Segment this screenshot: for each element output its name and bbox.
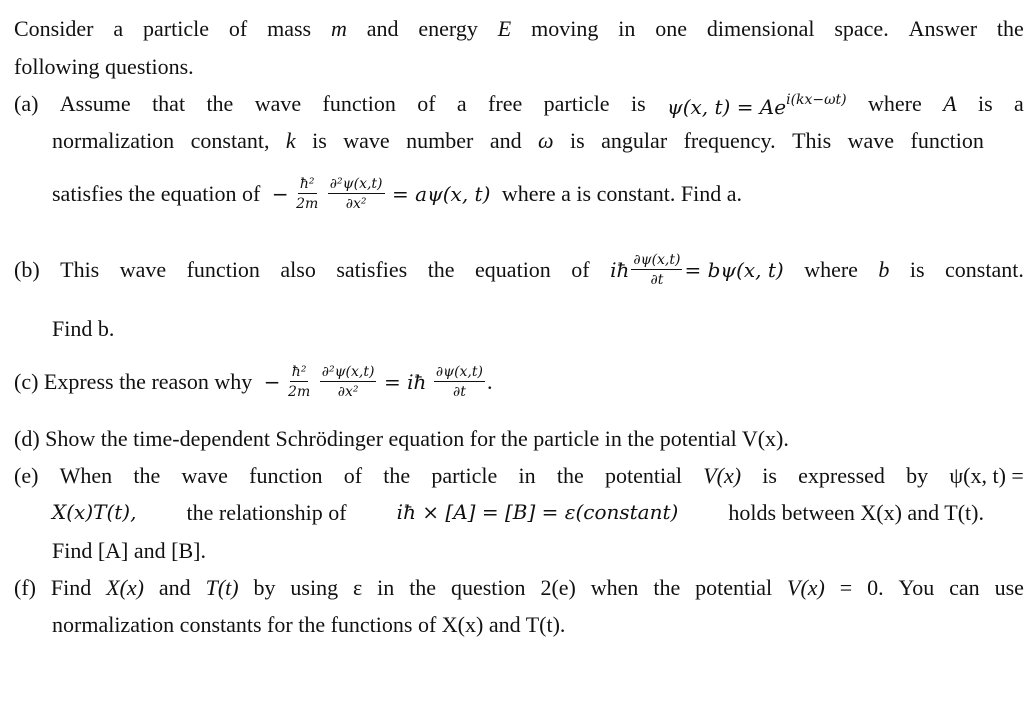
word: constant. bbox=[945, 257, 1024, 283]
fraction-numerator: ∂ψ(x,t) bbox=[434, 364, 485, 382]
word: is bbox=[977, 91, 993, 116]
question-a-rhs: = aψ(x, t) bbox=[392, 182, 491, 207]
word: 2(e) bbox=[540, 575, 576, 600]
word: normalization bbox=[52, 128, 175, 153]
word: is bbox=[630, 91, 646, 116]
word: You bbox=[898, 575, 935, 600]
word: frequency. bbox=[683, 128, 776, 153]
word: one bbox=[655, 16, 688, 41]
fraction-hbar-2m bbox=[296, 176, 318, 212]
word: by bbox=[253, 575, 276, 600]
word: space. bbox=[834, 16, 889, 41]
question-e-line-2 bbox=[52, 502, 984, 524]
word: and bbox=[158, 575, 191, 600]
word: can bbox=[949, 575, 980, 600]
word: using bbox=[290, 575, 339, 600]
word: k bbox=[285, 128, 296, 153]
period: . bbox=[486, 369, 493, 395]
question-c-line-1 bbox=[14, 364, 492, 400]
word: (a) bbox=[14, 91, 39, 116]
fraction-numerator: ∂²ψ(x,t) bbox=[320, 364, 377, 382]
word: a bbox=[113, 16, 124, 41]
word: function bbox=[186, 257, 260, 283]
word: expressed bbox=[798, 463, 885, 488]
word: ψ(x, t) = bbox=[949, 463, 1024, 488]
question-f-line-1 bbox=[14, 577, 1024, 599]
wavefunction-expression: ψ(x, t) = Ae bbox=[667, 95, 787, 119]
word: a bbox=[456, 91, 467, 116]
question-a-line-3 bbox=[52, 176, 742, 212]
word: use bbox=[994, 575, 1024, 600]
equals-i-hbar: = iħ bbox=[383, 370, 427, 395]
word: (b) bbox=[14, 257, 40, 283]
word: V(x) bbox=[787, 575, 825, 600]
word: also bbox=[280, 257, 316, 283]
word: function bbox=[910, 128, 984, 153]
word: wave bbox=[847, 128, 895, 153]
minus-sign: − bbox=[263, 370, 281, 395]
word: constant, bbox=[190, 128, 270, 153]
word: of bbox=[571, 257, 590, 283]
word: of bbox=[228, 16, 248, 41]
fraction-denominator: ∂x² bbox=[337, 384, 359, 401]
word: the bbox=[996, 16, 1024, 41]
word: (f) bbox=[14, 575, 36, 600]
word: that bbox=[152, 91, 186, 116]
question-b-line-2: Find b. bbox=[52, 316, 115, 341]
word: the bbox=[409, 575, 437, 600]
fraction-time-derivative bbox=[434, 364, 485, 400]
word: in bbox=[377, 575, 395, 600]
word: wave bbox=[119, 257, 167, 283]
separable-product: X(x)T(t), bbox=[52, 500, 137, 524]
fraction-numerator: ∂ψ(x,t) bbox=[631, 252, 682, 270]
question-c-prefix: (c) Express the reason why bbox=[14, 369, 253, 395]
word: b bbox=[878, 257, 890, 283]
i-hbar: iħ bbox=[610, 258, 630, 283]
word: m bbox=[330, 16, 347, 41]
fraction-numerator: ħ² bbox=[290, 364, 309, 382]
word: E bbox=[497, 16, 512, 41]
word: in bbox=[518, 463, 536, 488]
question-b-rhs: = bψ(x, t) bbox=[684, 258, 784, 283]
word: moving bbox=[531, 16, 599, 41]
word: the bbox=[653, 575, 681, 600]
word: function bbox=[322, 91, 396, 116]
question-f-line-2: normalization constants for the functions of X(x) and T(t). bbox=[52, 612, 566, 637]
word: number bbox=[406, 128, 474, 153]
word: and bbox=[366, 16, 399, 41]
word: mass bbox=[267, 16, 312, 41]
fraction-denominator: 2m bbox=[288, 384, 311, 401]
relationship-equation: iħ × [A] = [B] = ε(constant) bbox=[396, 500, 679, 524]
word: of bbox=[417, 91, 436, 116]
word: energy bbox=[418, 16, 478, 41]
word: equation bbox=[475, 257, 551, 283]
word: is bbox=[909, 257, 925, 283]
fraction-time-derivative bbox=[631, 252, 682, 288]
word: by bbox=[906, 463, 929, 488]
word: the bbox=[556, 463, 584, 488]
word: satisfies bbox=[336, 257, 408, 283]
word: is bbox=[312, 128, 327, 153]
fraction-denominator: ∂x² bbox=[345, 196, 367, 213]
word: wave bbox=[181, 463, 228, 488]
fraction-hbar-2m bbox=[288, 364, 310, 400]
fraction-denominator: 2m bbox=[296, 196, 319, 213]
question-e-text-1: the relationship of bbox=[186, 500, 347, 525]
word: potential bbox=[695, 575, 773, 600]
intro-line-1 bbox=[14, 18, 1024, 40]
question-a-line-2 bbox=[52, 130, 984, 152]
word: the bbox=[206, 91, 234, 116]
word: function bbox=[249, 463, 323, 488]
word: the bbox=[427, 257, 455, 283]
fraction-second-derivative bbox=[328, 176, 385, 212]
word: potential bbox=[604, 463, 682, 488]
word: of bbox=[343, 463, 363, 488]
word: particle bbox=[431, 463, 498, 488]
word: particle bbox=[143, 16, 209, 41]
question-e-text-2: holds between X(x) and T(t). bbox=[728, 500, 984, 525]
word: wave bbox=[343, 128, 390, 153]
fraction-denominator: ∂t bbox=[452, 384, 466, 401]
question-a-line-1 bbox=[14, 93, 1024, 118]
word: where bbox=[868, 91, 922, 116]
word: and bbox=[489, 128, 522, 153]
word: ω bbox=[538, 128, 554, 153]
word: X(x) bbox=[106, 575, 145, 600]
word: free bbox=[488, 91, 523, 116]
intro-line-2: following questions. bbox=[14, 54, 194, 79]
word: dimensional bbox=[706, 16, 815, 41]
word: 0. bbox=[867, 575, 884, 600]
question-a-equation-suffix: where a is constant. Find a. bbox=[501, 181, 742, 207]
fraction-numerator: ħ² bbox=[298, 176, 317, 194]
word: When bbox=[59, 463, 113, 488]
word: = bbox=[839, 575, 853, 600]
word: is bbox=[570, 128, 585, 153]
question-b-equation bbox=[610, 252, 784, 288]
question-d-line-1: (d) Show the time-dependent Schrödinger equation for the particle in the potential V(x). bbox=[14, 426, 789, 451]
question-e-line-3: Find [A] and [B]. bbox=[52, 538, 206, 563]
word: T(t) bbox=[205, 575, 239, 600]
question-b-line-1 bbox=[14, 252, 1024, 288]
word: angular bbox=[601, 128, 668, 153]
word: where bbox=[804, 257, 858, 283]
question-a-equation-prefix: satisfies the equation of bbox=[52, 181, 261, 207]
fraction-second-derivative bbox=[320, 364, 377, 400]
word: wave bbox=[254, 91, 302, 116]
word: in bbox=[618, 16, 636, 41]
wavefunction-exponent: i(kx−ωt) bbox=[786, 92, 847, 108]
fraction-numerator: ∂²ψ(x,t) bbox=[328, 176, 385, 194]
word: Assume bbox=[59, 91, 131, 116]
question-a-wavefunction bbox=[667, 93, 847, 118]
minus-sign: − bbox=[271, 182, 289, 207]
word: is bbox=[762, 463, 777, 488]
word: V(x) bbox=[703, 463, 742, 488]
question-e-line-1 bbox=[14, 465, 1024, 487]
word: ε bbox=[353, 575, 363, 600]
word: particle bbox=[543, 91, 610, 116]
word: A bbox=[943, 91, 957, 116]
word: the bbox=[383, 463, 411, 488]
word: the bbox=[133, 463, 161, 488]
word: Consider bbox=[14, 16, 94, 41]
word: This bbox=[60, 257, 100, 283]
word: Answer bbox=[908, 16, 978, 41]
word: Find bbox=[50, 575, 92, 600]
word: question bbox=[450, 575, 526, 600]
word: (e) bbox=[14, 463, 39, 488]
word: This bbox=[792, 128, 832, 153]
word: when bbox=[590, 575, 639, 600]
word: a bbox=[1014, 91, 1024, 116]
fraction-denominator: ∂t bbox=[650, 272, 664, 289]
